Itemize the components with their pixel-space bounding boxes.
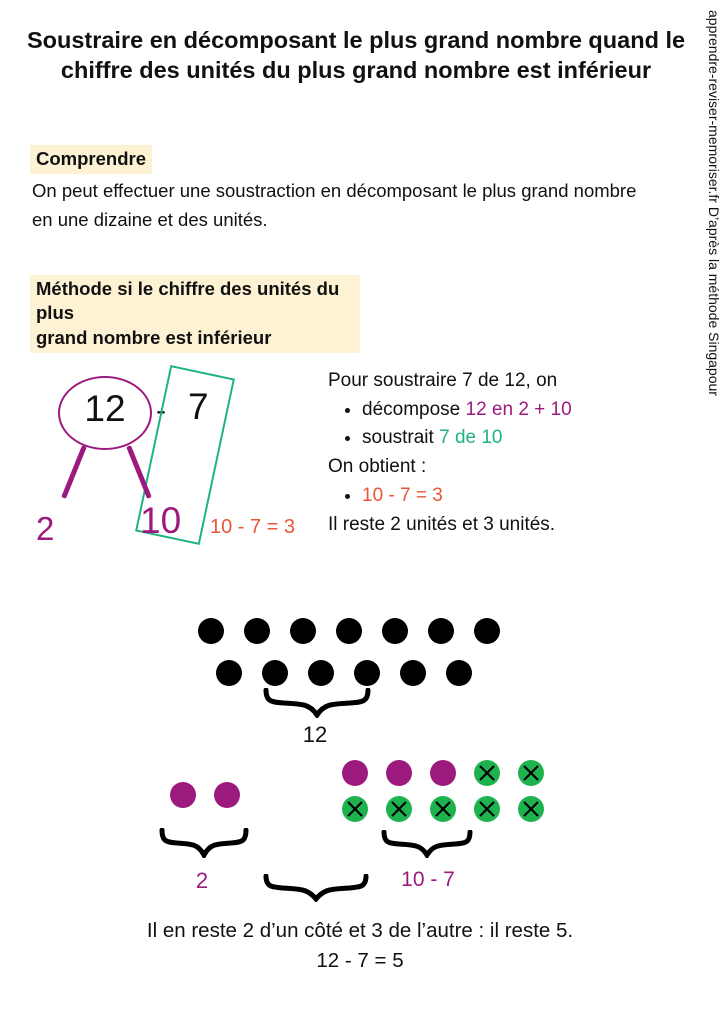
dot bbox=[430, 760, 456, 786]
section-heading-methode bbox=[30, 275, 360, 353]
dot bbox=[382, 618, 408, 644]
cross-icon bbox=[518, 796, 544, 822]
bullet-2-lead: soustrait bbox=[362, 426, 440, 448]
branch-line-left-icon bbox=[61, 445, 87, 499]
credit-text: apprendre-reviser-memoriser.fr D’après la méthode Singapour bbox=[706, 10, 722, 396]
branch-value-left: 2 bbox=[36, 510, 55, 547]
dot-crossed bbox=[430, 796, 456, 822]
dot bbox=[446, 660, 472, 686]
bullet-1-highlight: 12 en 2 + 10 bbox=[465, 398, 572, 420]
dot-group-ten-minus-seven bbox=[342, 760, 552, 828]
dot-group-label-two: 2 bbox=[195, 868, 209, 893]
list-item bbox=[362, 397, 658, 424]
dot bbox=[290, 618, 316, 644]
dot bbox=[474, 618, 500, 644]
page-title: Soustraire en décomposant le plus grand nombre quand le chiffre des unités du plus grand nombre est inférieur bbox=[26, 27, 686, 83]
methode-heading-line-2: grand nombre est inférieur bbox=[36, 326, 272, 348]
conclusion-line-1: Il en reste 2 d’un côté et 3 de l’autre : il reste 5. bbox=[146, 919, 574, 942]
explanation-block bbox=[328, 368, 658, 539]
dot bbox=[216, 660, 242, 686]
dot bbox=[400, 660, 426, 686]
bullet-2-highlight: 7 de 10 bbox=[439, 426, 503, 448]
dot bbox=[170, 782, 196, 808]
boxed-number: 7 bbox=[188, 386, 209, 427]
explanation-intro: Pour soustraire 7 de 12, on bbox=[328, 370, 558, 391]
explanation-result-label: On obtient : bbox=[328, 455, 427, 477]
dot-crossed bbox=[518, 796, 544, 822]
dot bbox=[214, 782, 240, 808]
brace-icon-ten-minus-seven bbox=[380, 830, 474, 858]
brace-icon-two bbox=[158, 828, 250, 858]
bullet-1-lead: décompose bbox=[362, 398, 466, 420]
dot bbox=[354, 660, 380, 686]
dot bbox=[386, 760, 412, 786]
list-item bbox=[362, 425, 658, 452]
dot-crossed bbox=[386, 796, 412, 822]
explanation-bullet-list bbox=[328, 397, 658, 452]
dot-crossed bbox=[474, 760, 500, 786]
cross-icon bbox=[386, 796, 412, 822]
dot-crossed bbox=[342, 796, 368, 822]
list-item bbox=[362, 483, 658, 510]
section-text-comprendre: On peut effectuer une soustraction en décomposant le plus grand nombre en une dizaine et des unités. bbox=[32, 180, 637, 230]
dot-group-label-ten-minus-seven: 10 - 7 bbox=[401, 868, 455, 891]
dot-crossed bbox=[474, 796, 500, 822]
cross-icon bbox=[474, 760, 500, 786]
conclusion-line-2: 12 - 7 = 5 bbox=[316, 948, 404, 972]
dot bbox=[336, 618, 362, 644]
brace-icon-bottom bbox=[262, 874, 370, 902]
dot bbox=[262, 660, 288, 686]
explanation-closing: Il reste 2 unités et 3 unités. bbox=[328, 513, 556, 535]
dot bbox=[308, 660, 334, 686]
dot-group-label-twelve: 12 bbox=[302, 722, 328, 747]
dot bbox=[342, 760, 368, 786]
brace-icon-twelve bbox=[262, 688, 372, 718]
section-heading-comprendre: Comprendre bbox=[30, 145, 152, 174]
cross-icon bbox=[518, 760, 544, 786]
cross-icon bbox=[430, 796, 456, 822]
dot bbox=[198, 618, 224, 644]
explanation-result-list bbox=[328, 483, 658, 510]
branch-value-right: 10 bbox=[140, 500, 182, 541]
cross-icon bbox=[474, 796, 500, 822]
side-equation: 10 - 7 = 3 bbox=[210, 516, 296, 538]
dot-group-two bbox=[170, 782, 250, 816]
dot bbox=[244, 618, 270, 644]
dot-group-twelve bbox=[198, 618, 528, 688]
decomposition-diagram bbox=[30, 368, 330, 588]
cross-icon bbox=[342, 796, 368, 822]
dot-crossed bbox=[518, 760, 544, 786]
circled-number: 12 bbox=[84, 388, 126, 429]
conclusion-text bbox=[30, 916, 690, 975]
dot bbox=[428, 618, 454, 644]
result-equation: 10 - 7 = 3 bbox=[362, 484, 443, 506]
methode-heading-line-1: Méthode si le chiffre des unités du plus bbox=[36, 278, 340, 324]
minus-operator: - bbox=[156, 394, 166, 427]
